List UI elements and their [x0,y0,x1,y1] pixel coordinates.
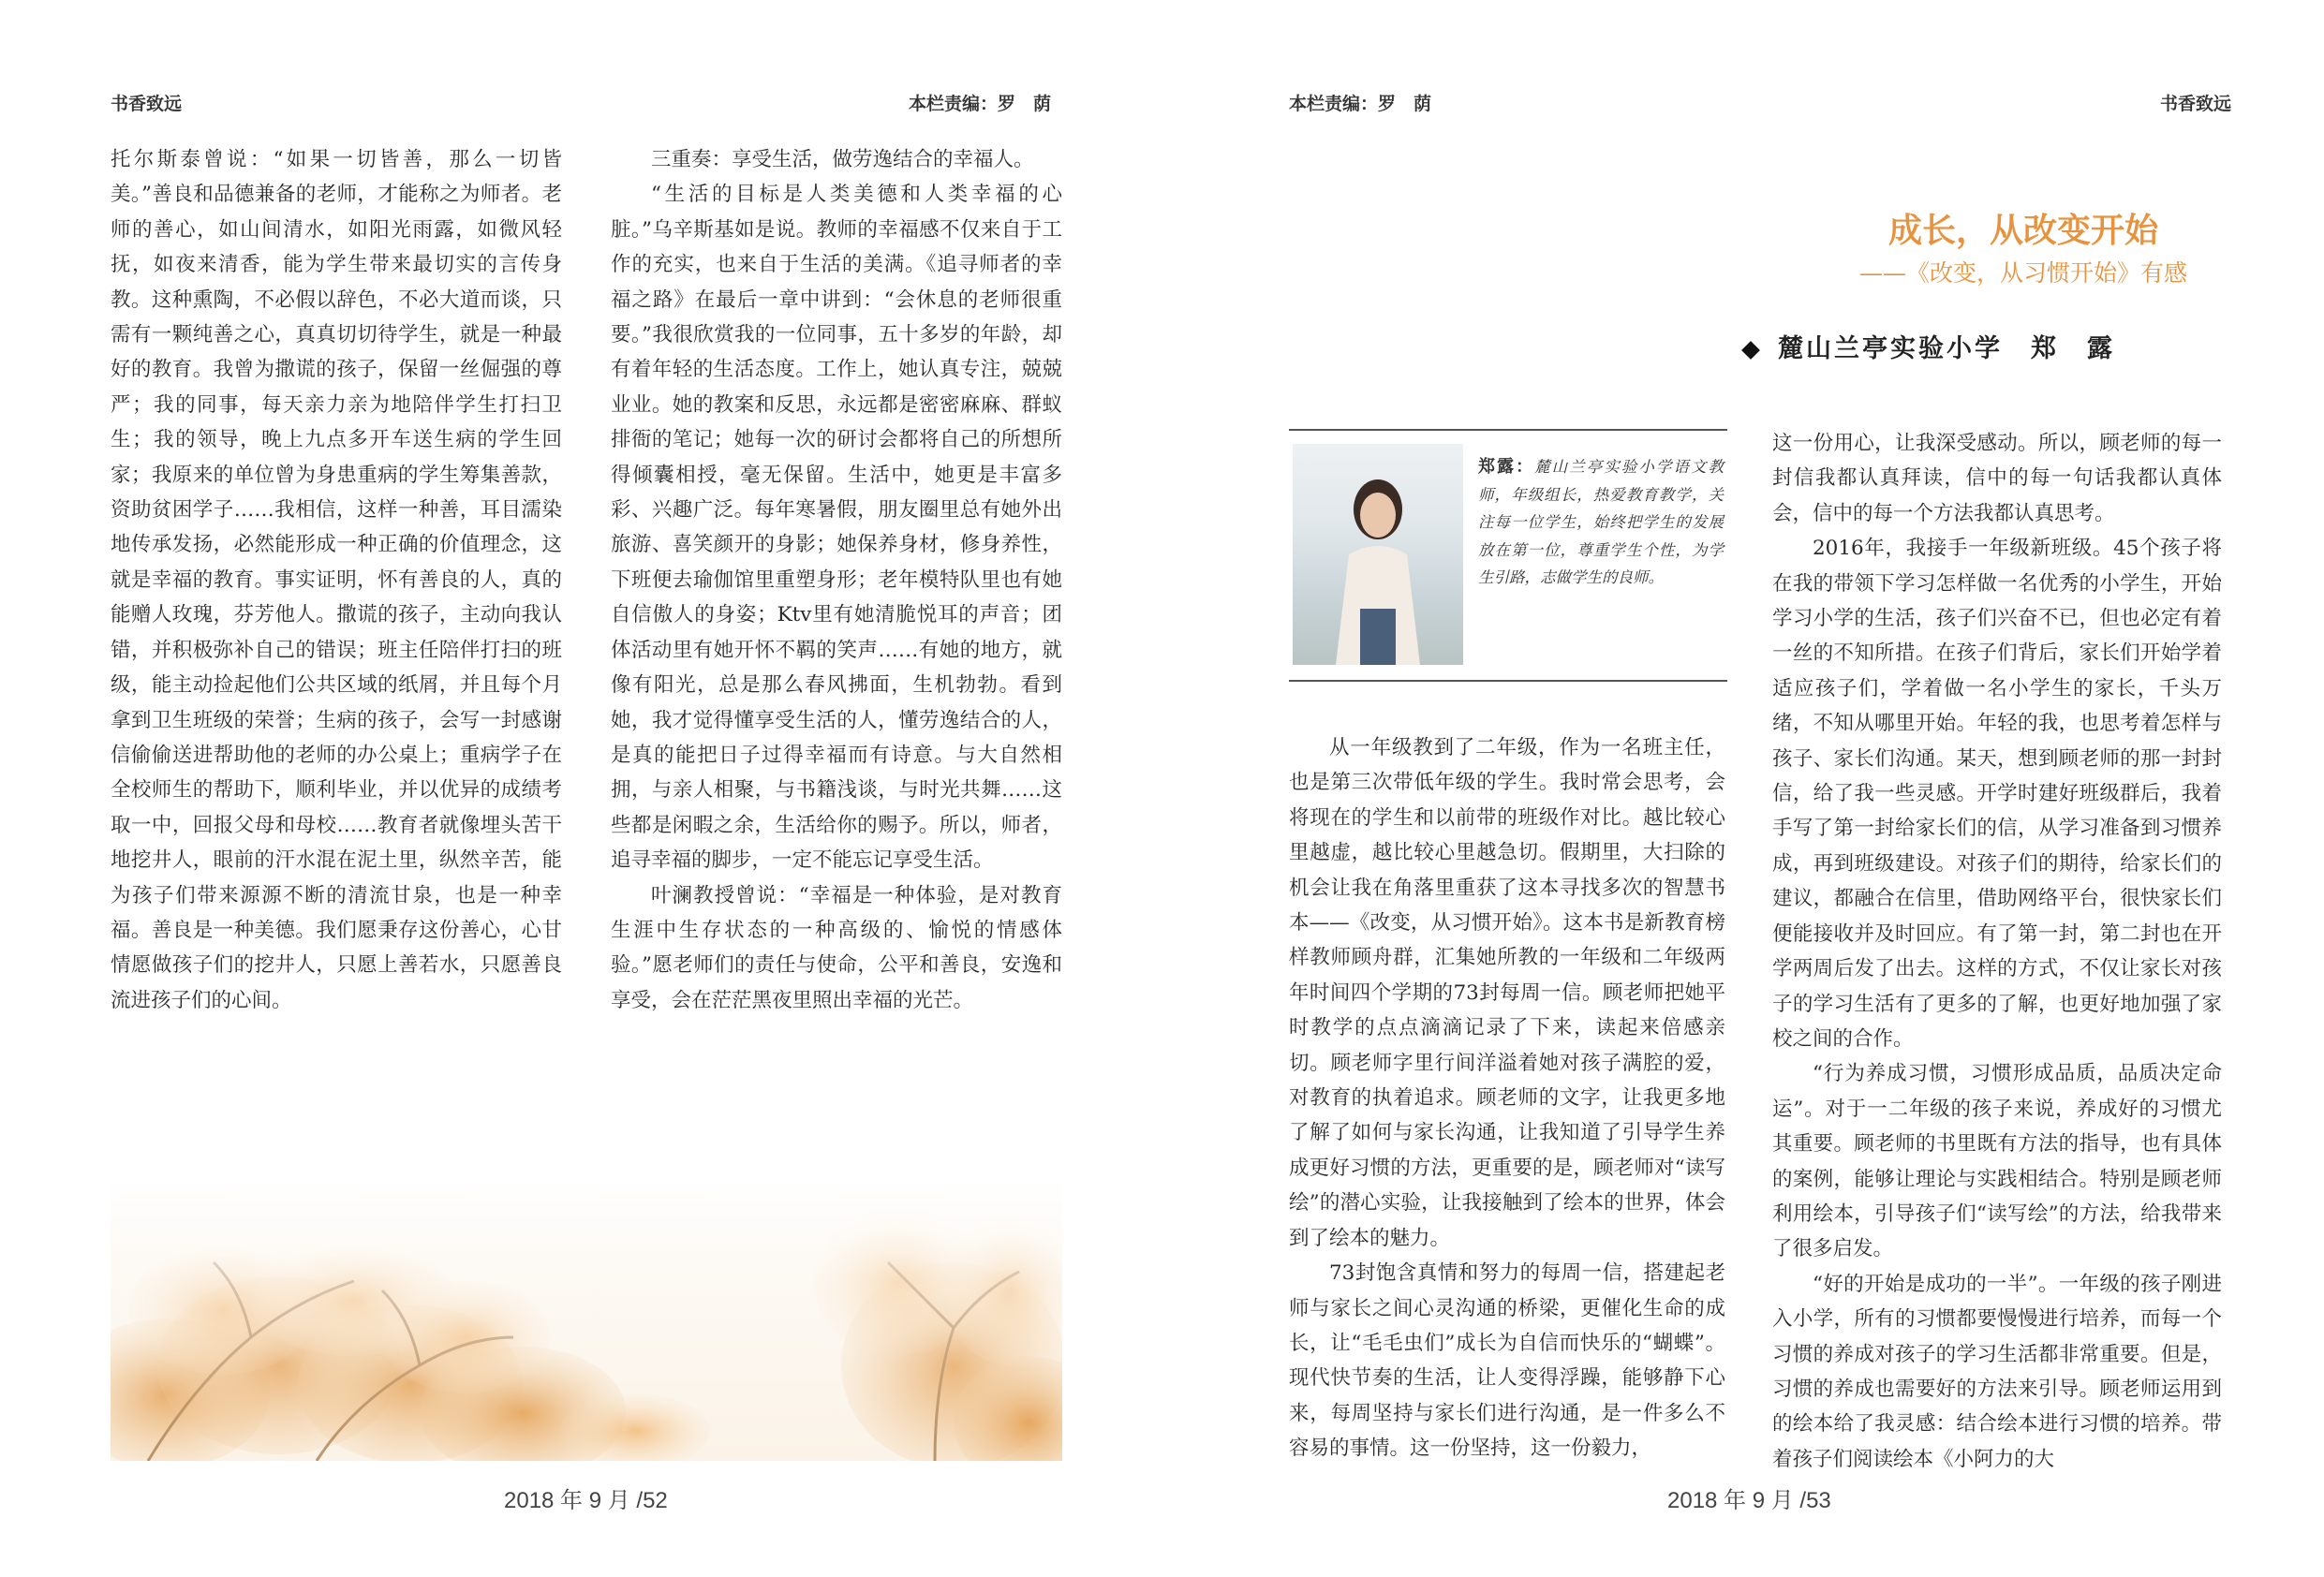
diamond-bullet-icon [1741,341,1760,360]
paragraph: 73封饱含真情和努力的每周一信，搭建起老师与家长之间心灵沟通的桥梁，更催化生命的成长，让“毛毛虫们”成长为自信而快乐的“蝴蝶”。现代快节奏的生活，让人变得浮躁，能够静下心来，每周坚持与家长们进行沟通，是一件多么不容易的事情。这一份坚持，这一份毅力， [1289,1261,1725,1461]
article-subtitle: ——《改变，从习惯开始》有感 [1858,259,2187,287]
section-header: 书香致远 [111,95,183,114]
paragraph: 托尔斯泰曾说：“如果一切皆善，那么一切皆美。”善良和品德兼备的老师，才能称之为师者。老师的善心，如山间清水，如阳光雨露，如微风轻抚，如夜来清香，能为学生带来最切实的言传身教。这种熏陶，不必假以辞色，不必大道而谈，只需有一颗纯善之心，真真切切待学生，就是一种最好的教育。我曾为撒谎的孩子，保留一丝倔强的尊严；我的同事，每天亲力亲为地陪伴学生打扫卫生；我的领导，晚上九点多开车送生病的学生回家；我原来的单位曾为身患重病的学生筹集善款，资助贫困学子……我相信，这样一种善，耳目濡染地传承发扬，必然能形成一种正确的价值理念，这就是幸福的教育。事实证明，怀有善良的人，真的能赠人玫瑰，芬芳他人。撒谎的孩子，主动向我认错，并积极弥补自己的错误；班主任陪伴打扫的班级，能主动捡起他们公共区域的纸屑，并且每个月拿到卫生班级的荣誉；生病的孩子，会写一封感谢信偷偷送进帮助他的老师的办公桌上；重病学子在全校师生的帮助下，顺利毕业，并以优异的成绩考取一中，回报父母和母校……教育者就像埋头苦干地挖井人，眼前的汗水混在泥土里，纵然辛苦，能为孩子们带来源源不断的清流甘泉，也是一种幸福。善良是一种美德。我们愿秉存这份善心，心甘情愿做孩子们的挖井人，只愿上善若水，只愿善良流进孩子们的心间。 [111,148,562,1012]
author-bio-text [1478,453,1724,592]
right-column-1 [1289,730,1725,1466]
bio-name: 郑露： [1478,457,1535,477]
left-column-2 [611,142,1062,1018]
author-name: 麓山兰亭实验小学 郑 露 [1778,334,2115,363]
right-page [1162,0,2324,1577]
bio-description: 麓山兰亭实验小学语文教师，年级组长，热爱教育教学，关注每一位学生，始终把学生的发展放在第一位，尊重学生个性，为学生引路，志做学生的良师。 [1478,458,1724,586]
paragraph: 这一份用心，让我深受感动。所以，顾老师的每一封信我都认真拜读，信中的每一句话我都认真体会，信中的每一个方法我都认真思考。 [1772,432,2222,525]
autumn-trees-illustration [111,1178,1062,1461]
paragraph: 叶澜教授曾说：“幸福是一种体验，是对教育生涯中生存状态的一种高级的、愉悦的情感体验。”愿老师们的责任与使命，公平和善良，安逸和享受，会在茫茫黑夜里照出幸福的光芒。 [611,883,1062,1012]
paragraph: “好的开始是成功的一半”。一年级的孩子刚进入小学，所有的习惯都要慢慢进行培养，而每一个习惯的养成对孩子的学习生活都非常重要。但是，习惯的养成也需要好的方法来引导。顾老师运用到的绘本给了我灵感：结合绘本进行习惯的培养。带着孩子们阅读绘本《小阿力的大 [1772,1272,2222,1471]
right-column-2 [1772,426,2222,1477]
person-portrait-icon [1293,444,1463,665]
author-photo [1293,444,1463,665]
author-line [1555,328,2304,364]
editor-header: 本栏责编：罗 荫 [1289,95,1432,114]
left-column-1 [111,142,562,1018]
paragraph: 从一年级教到了二年级，作为一名班主任，也是第三次带低年级的学生。我时常会思考，会将现在的学生和以前带的班级作对比。越比较心里越虚，越比较心里越急切。假期里，大扫除的机会让我在角落里重获了这本寻找多次的智慧书本——《改变，从习惯开始》。这本书是新教育榜样教师顾舟群，汇集她所教的一年级和二年级两年时间四个学期的73封每周一信。顾老师把她平时教学的点点滴滴记录了下来，读起来倍感亲切。顾老师字里行间洋溢着她对孩子满腔的爱，对教育的执着追求。顾老师的文字，让我更多地了解了如何与家长沟通，让我知道了引导学生养成更好习惯的方法，更重要的是，顾老师对“读写绘”的潜心实验，让我接触到了绘本的世界，体会到了绘本的魅力。 [1289,736,1725,1250]
page-number: 2018 年 9 月 /53 [1667,1488,1831,1513]
paragraph: “生活的目标是人类美德和人类幸福的心脏。”乌辛斯基如是说。教师的幸福感不仅来自于工作的充实，也来自于生活的美满。《追寻师者的幸福之路》在最后一章中讲到：“会休息的老师很重要。”我很欣赏我的一位同事，五十多岁的年龄，却有着年轻的生活态度。工作上，她认真专注，兢兢业业。她的教案和反思，永远都是密密麻麻、群蚁排衙的笔记；她每一次的研讨会都将自己的所想所得倾囊相授，毫无保留。生活中，她更是丰富多彩、兴趣广泛。每年寒暑假，朋友圈里总有她外出旅游、喜笑颜开的身影；她保养身材，修身养性，下班便去瑜伽馆里重塑身形；老年模特队里也有她自信傲人的身姿；Ktv里有她清脆悦耳的声音；团体活动里有她开怀不羁的笑声……有她的地方，就像有阳光，总是那么春风拂面，生机勃勃。看到她，我才觉得懂享受生活的人，懂劳逸结合的人，是真的能把日子过得幸福而有诗意。与大自然相拥，与亲人相聚，与书籍浅谈，与时光共舞……这些都是闲暇之余，生活给你的赐予。所以，师者，追寻幸福的脚步，一定不能忘记享受生活。 [611,183,1062,873]
paragraph: “行为养成习惯，习惯形成品质，品质决定命运”。对于一二年级的孩子来说，养成好的习惯尤其重要。顾老师的书里既有方法的指导，也有具体的案例，能够让理论与实践相结合。特别是顾老师利用绘本，引导孩子们“读写绘”的方法，给我带来了很多启发。 [1772,1062,2222,1261]
paragraph: 三重奏：享受生活，做劳逸结合的幸福人。 [651,148,1034,171]
author-bio-box [1289,429,1727,682]
section-header: 书香致远 [2160,95,2232,114]
editor-header: 本栏责编：罗 荫 [909,95,1052,114]
page-number: 2018 年 9 月 /52 [504,1488,668,1513]
paragraph: 2016年，我接手一年级新班级。45个孩子将在我的带领下学习怎样做一名优秀的小学生，开始学习小学的生活，孩子们兴奋不已，但也必定有着一丝的不知所措。在孩子们背后，家长们开始学着适应孩子们，学着做一名小学生的家长，千头万绪，不知从哪里开始。年轻的我，也思考着怎样与孩子、家长们沟通。某天，想到顾老师的那一封封信，给了我一些灵感。开学时建好班级群后，我着手写了第一封给家长们的信，从学习准备到习惯养成，再到班级建设。对孩子们的期待，给家长们的建议，都融合在信里，借助网络平台，很快家长们便能接收并及时回应。有了第一封，第二封也在开学两周后发了出去。这样的方式，不仅让家长对孩子的学习生活有了更多的了解，也更好地加强了家校之间的合作。 [1772,537,2222,1051]
article-title: 成长，从改变开始 [1887,211,2158,250]
